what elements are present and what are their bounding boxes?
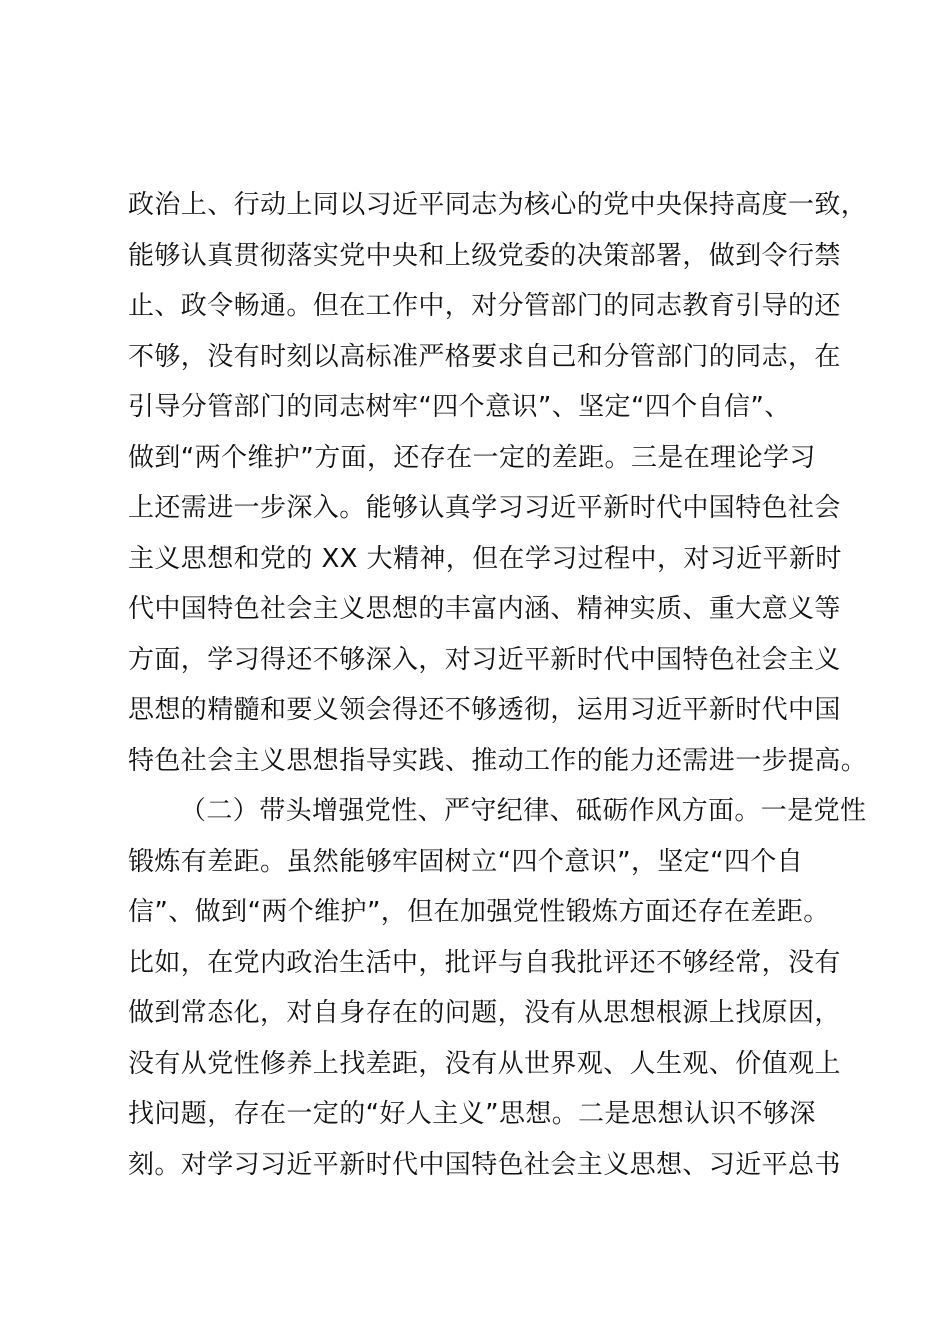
text-line: 没有从党性修养上找差距，没有从世界观、人生观、价值观上 xyxy=(128,1048,841,1079)
body-text xyxy=(128,180,868,1190)
text-line: 方面，学习得还不够深入，对习近平新时代中国特色社会主义 xyxy=(128,644,841,675)
text-line: 止、政令畅通。但在工作中，对分管部门的同志教育引导的还 xyxy=(128,291,841,321)
text-line: 能够认真贯彻落实党中央和上级党委的决策部署，做到令行禁 xyxy=(128,240,841,271)
text-line: 代中国特色社会主义思想的丰富内涵、精神实质、重大意义等 xyxy=(128,594,841,624)
text-line: 上还需进一步深入。能够认真学习习近平新时代中国特色社会 xyxy=(128,493,841,523)
text-line: 锻炼有差距。虽然能够牢固树立“四个意识”，坚定“四个自 xyxy=(128,846,804,877)
text-line: 思想的精髓和要义领会得还不够透彻，运用习近平新时代中国 xyxy=(128,695,841,725)
text-line: 政治上、行动上同以习近平同志为核心的党中央保持高度一致， xyxy=(128,190,868,220)
text-line: 做到“两个维护”方面，还存在一定的差距。三是在理论学习 xyxy=(128,442,816,473)
text-line: 找问题，存在一定的“好人主义”思想。二是思想认识不够深 xyxy=(128,1099,816,1129)
text-line: 主义思想和党的 XX 大精神，但在学习过程中，对习近平新时 xyxy=(128,543,842,574)
text-line: 刻。对学习习近平新时代中国特色社会主义思想、习近平总书 xyxy=(128,1149,841,1180)
text-line: 做到常态化，对自身存在的问题，没有从思想根源上找原因， xyxy=(128,998,841,1028)
text-line: 特色社会主义思想指导实践、推动工作的能力还需进一步提高。 xyxy=(128,745,868,776)
text-line: 引导分管部门的同志树牢“四个意识”、坚定“四个自信”、 xyxy=(128,392,791,422)
text-line: 不够，没有时刻以高标准严格要求自己和分管部门的同志，在 xyxy=(128,341,841,372)
text-line: 比如，在党内政治生活中，批评与自我批评还不够经常，没有 xyxy=(128,947,841,978)
text-line: 信”、做到“两个维护”，但在加强党性锻炼方面还存在差距。 xyxy=(128,897,830,927)
section-heading-line: （二）带头增强党性、严守纪律、砥砺作风方面。一是党性 xyxy=(180,796,867,826)
